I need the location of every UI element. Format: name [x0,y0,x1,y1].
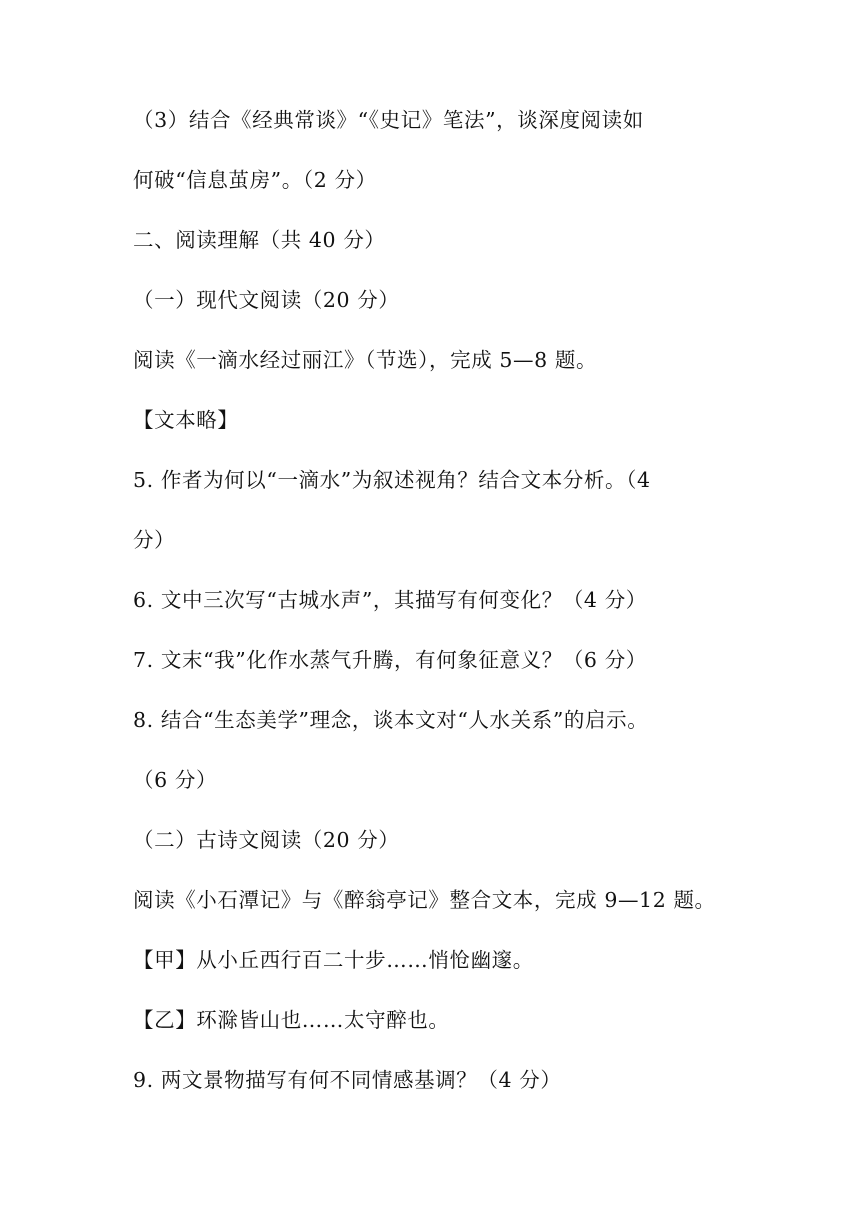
question-9: 9. 两文景物描写有何不同情感基调？（4 分） [133,1068,562,1092]
section-heading-reading: 二、阅读理解（共 40 分） [133,228,386,252]
excerpt-yi: 【乙】环滁皆山也……太守醉也。 [133,1008,450,1032]
question-5-line-2: 分） [133,528,176,552]
question-7: 7. 文末“我”化作水蒸气升腾，有何象征意义？（6 分） [133,648,647,672]
question-8-line-2: （6 分） [133,768,218,792]
question-5-line-1: 5. 作者为何以“一滴水”为叙述视角？结合文本分析。（4 [133,468,651,492]
text-omitted-note: 【文本略】 [133,408,239,432]
question-6: 6. 文中三次写“古城水声”，其描写有何变化？（4 分） [133,588,647,612]
question-3-line-1: （3）结合《经典常谈》“《史记》笔法”，谈深度阅读如 [133,108,644,132]
question-3-line-2: 何破“信息茧房”。（2 分） [133,168,377,192]
classical-reading-instruction: 阅读《小石潭记》与《醉翁亭记》整合文本，完成 9—12 题。 [133,888,716,912]
subsection-heading-classical: （二）古诗文阅读（20 分） [133,828,400,852]
excerpt-jia: 【甲】从小丘西行百二十步……悄怆幽邃。 [133,948,534,972]
subsection-heading-modern: （一）现代文阅读（20 分） [133,288,400,312]
modern-reading-instruction: 阅读《一滴水经过丽江》（节选），完成 5—8 题。 [133,348,598,372]
question-8-line-1: 8. 结合“生态美学”理念，谈本文对“人水关系”的启示。 [133,708,649,732]
